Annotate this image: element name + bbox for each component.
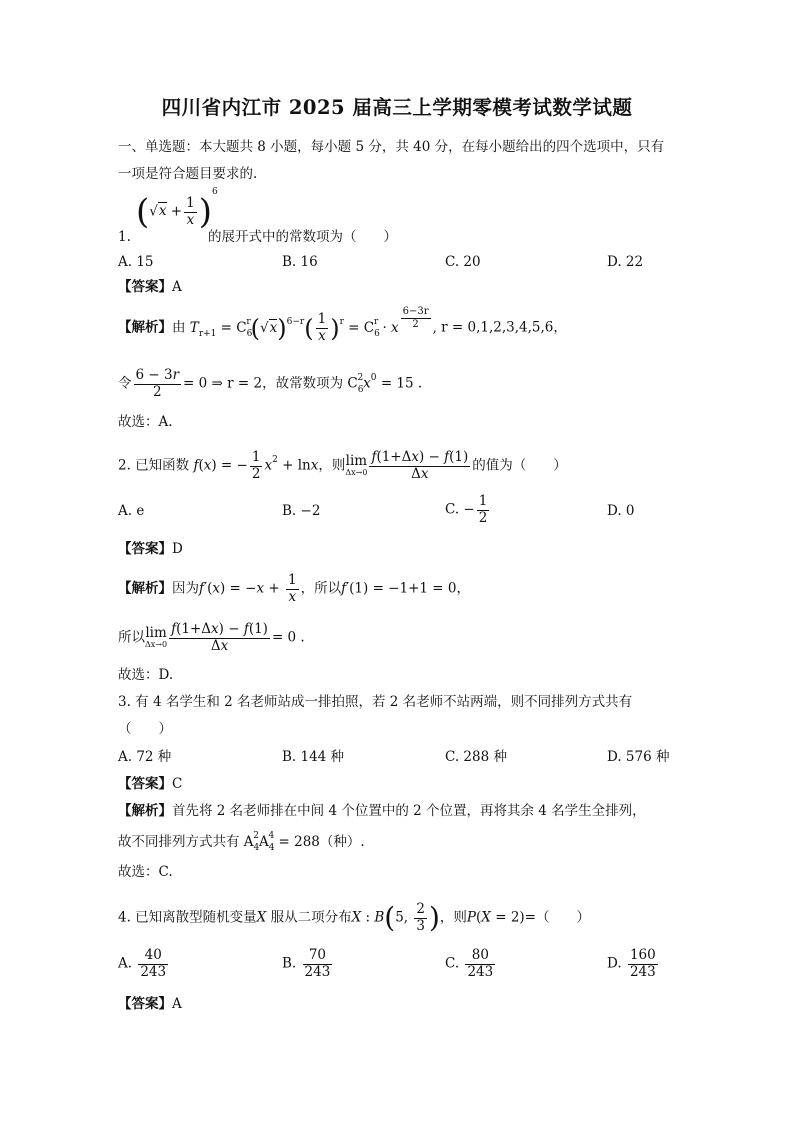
analysis-text: r = 0,1,2,3,4,5,6，: [441, 319, 567, 336]
q1-option-a: A. 15: [118, 254, 154, 270]
q3-stem-line1: 3. 有 4 名学生和 2 名老师站成一排拍照，若 2 名老师不站两端，则不同排列方式共有: [118, 694, 633, 710]
q1-analysis-line1: [118, 306, 567, 344]
analysis-text: = 15 .: [380, 375, 423, 392]
q1-term-formula: $T_{r+1} = C_6^r(√x)^{6-r}$( $\frac{1}{x}$ )$^r = C_6^r \cdot x$ $\frac{6-3r}{2}$ ,: [189, 306, 437, 344]
analysis-text: 首先将 2 名老师排在中间 4 个位置中的 2 个位置，再将其余 4 名学生全排列，: [172, 803, 646, 819]
answer-label: 【答案】: [118, 279, 172, 295]
answer-value: A: [172, 996, 182, 1012]
analysis-text: = 288（种）.: [278, 834, 365, 850]
q2-stem-text: 2. 已知函数: [118, 457, 190, 474]
q1-number: 1.: [118, 229, 131, 245]
q1-option-c: C. 20: [445, 254, 481, 270]
analysis-label: 【解析】: [118, 580, 172, 597]
analysis-text: 由: [172, 319, 186, 336]
q4-option-a: A. $\frac{40}{243}$: [118, 947, 167, 980]
answer-label: 【答案】: [118, 996, 172, 1012]
q1-analysis-line2: 令 $\frac{6 - 3r}{2}$ = 0 ⇒ r = 2，故常数项为 $C_6^2x^0 = 15$ .: [118, 367, 423, 400]
q2-analysis-line2: 所以 lim Δx→0 $\frac{f(1+\Delta x) - f(1)}{\Delta x}$ = 0 .: [118, 621, 305, 654]
answer-value: A: [172, 279, 182, 295]
answer-label: 【答案】: [118, 541, 172, 557]
analysis-text: = 0 .: [271, 629, 305, 646]
q3-option-d: D. 576 种: [607, 749, 670, 765]
q3-analysis-line2: 故不同排列方式共有 $A_4^2A_4^4 = 288$（种）.: [118, 831, 365, 853]
analysis-text: 故不同排列方式共有: [118, 834, 240, 850]
q4-answer: [118, 998, 182, 1012]
analysis-text: = 0 ⇒ r = 2，故常数项为: [183, 375, 344, 392]
analysis-text: 所以: [118, 629, 145, 646]
q4-stem-text: =（ ）: [524, 909, 590, 926]
analysis-text: ，所以: [300, 580, 342, 597]
q2-analysis-line1: 【解析】因为f′(x) = −x + $\frac{1}{x}$ ，所以f′(1) = −1+1 = 0，: [118, 572, 470, 605]
q3-stem-line2: （ ）: [118, 721, 172, 737]
q4-option-b: B. $\frac{70}{243}$: [282, 947, 331, 980]
q4-stem-text: 4. 已知离散型随机变量: [118, 909, 257, 926]
q4-stem-text: 服从二项分布: [270, 909, 352, 926]
q1-option-d: D. 22: [607, 254, 644, 270]
q2-stem: 2. 已知函数 f(x) = − $\frac{1}{2}$ $x^2 + \ln x$，则 lim Δx→0 $\frac{f(1+\Delta x) - f(1)}{\Delta x}$ 的值为（ ）: [118, 449, 567, 482]
q3-analysis-line1: [118, 805, 646, 819]
section-heading-line1: 一、单选题：本大题共 8 小题，每小题 5 分，共 40 分，在每小题给出的四个选项中，只有: [118, 139, 665, 155]
q2-stem-text: ，则: [318, 457, 346, 474]
answer-label: 【答案】: [118, 776, 172, 792]
analysis-text: 令: [118, 375, 132, 392]
q2-option-a: A. e: [118, 503, 145, 519]
q2-option-c: C. − $\frac{1}{2}$: [445, 493, 488, 526]
q4-option-d: D. $\frac{160}{243}$: [607, 947, 656, 980]
q3-option-a: A. 72 种: [118, 749, 172, 765]
q4-option-c: C. $\frac{80}{243}$: [445, 947, 494, 980]
q2-answer: [118, 543, 183, 557]
q1-option-b: B. 16: [282, 254, 318, 270]
q2-stem-text: 的值为（ ）: [472, 457, 567, 474]
q3-option-c: C. 288 种: [445, 749, 507, 765]
q1-formula: (√x + $\frac{1}{x}$ )$^6$: [136, 186, 218, 232]
page-title: 四川省内江市 2025 届高三上学期零模考试数学试题: [161, 96, 633, 119]
q3-option-b: B. 144 种: [282, 749, 345, 765]
answer-value: D: [172, 541, 183, 557]
answer-value: C: [172, 776, 183, 792]
q1-stem-text: 的展开式中的常数项为（ ）: [208, 229, 397, 245]
analysis-label: 【解析】: [118, 319, 172, 336]
q3-answer: [118, 778, 182, 792]
analysis-text: (1) = −1+1 = 0，: [349, 580, 470, 597]
q1-choose: 故选：A.: [118, 414, 173, 430]
q4-stem: 4. 已知离散型随机变量X 服从二项分布X : B(5, $\frac{2}{3}$ )，则P(X = 2)=（ ）: [118, 901, 590, 935]
analysis-text: 因为: [172, 580, 199, 597]
q2-choose: 故选：D.: [118, 667, 174, 683]
q4-stem-text: ，则: [439, 909, 467, 926]
analysis-label: 【解析】: [118, 803, 172, 819]
section-heading-line2: 一项是符合题目要求的.: [118, 166, 258, 182]
q2-option-d: D. 0: [607, 503, 635, 519]
q2-option-b: B. −2: [282, 503, 321, 519]
q1-answer: [118, 281, 182, 295]
q3-choose: 故选：C.: [118, 864, 173, 880]
